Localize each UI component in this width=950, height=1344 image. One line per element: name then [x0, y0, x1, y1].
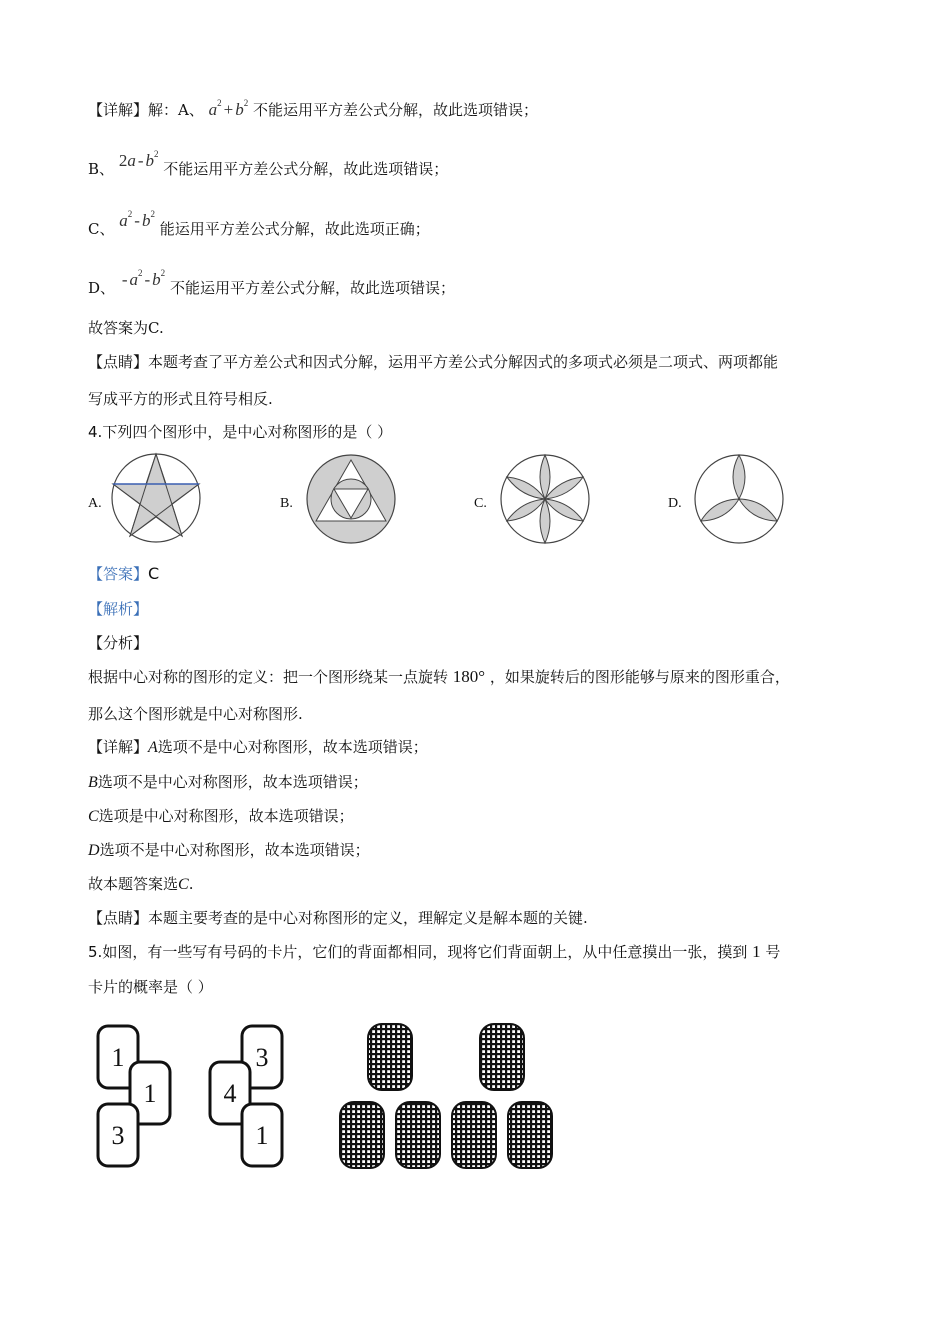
figure-c-six-petals	[498, 452, 592, 546]
q4-detail-a: 【详解】A选项不是中心对称图形，故本选项错误；	[88, 738, 428, 756]
card-back	[480, 1024, 524, 1090]
card-figure	[90, 1018, 560, 1174]
card-group-1	[98, 1026, 170, 1166]
q5-stem-line-2: 卡片的概率是（ ）	[88, 978, 213, 996]
card-group-2	[210, 1026, 282, 1166]
q4-conclusion: 故本题答案选C.	[88, 875, 194, 893]
detail-line-c: C、 $a^2 - b^2$ 能运用平方差公式分解，故此选项正确；	[88, 209, 430, 238]
comment-line-2: 写成平方的形式且符号相反.	[88, 390, 273, 408]
detail-line-a: 【详解】解：A、 $a^2 + b^2$ 不能运用平方差公式分解，故此选项错误；	[88, 98, 539, 119]
q4-analysis-line-2: 那么这个图形就是中心对称图形.	[88, 705, 303, 723]
card-number: 4	[223, 1079, 237, 1108]
math-a2-minus-b2: $a^2 - b^2$	[119, 209, 155, 230]
detail-line-b: B、 $2a - b^2$ 不能运用平方差公式分解，故此选项错误；	[88, 149, 449, 178]
q5-stem-line-1: 5.如图，有一些写有号码的卡片，它们的背面都相同，现将它们背面朝上，从中任意摸出一张，摸到 1 号	[88, 942, 781, 961]
q4-detail-c: C选项是中心对称图形，故本选项错误；	[88, 807, 354, 825]
card-back	[340, 1102, 384, 1168]
card-back	[396, 1102, 440, 1168]
figure-b-circle-triangle	[304, 452, 398, 546]
card-back	[452, 1102, 496, 1168]
q4-detail-b: B选项不是中心对称图形，故本选项错误；	[88, 773, 368, 791]
card-number: 1	[255, 1121, 269, 1150]
figure-d-three-petals	[692, 452, 786, 546]
q4-comment: 【点睛】本题主要考查的是中心对称图形的定义，理解定义是解本题的关键.	[88, 909, 588, 927]
option-b-label: B.	[280, 496, 293, 511]
math-2a-minus-b2: $2a - b^2$	[118, 149, 159, 170]
card-number: 3	[111, 1121, 125, 1150]
math-neg-a2-minus-b2: - $a^2 - b^2$	[121, 268, 166, 289]
q4-stem: 4.下列四个图形中，是中心对称图形的是（ ）	[88, 423, 393, 441]
q4-answer: 【答案】C	[88, 564, 160, 583]
q4-analysis-line-1: 根据中心对称的图形的定义：把一个图形绕某一点旋转 180° ，如果旋转后的图形能够与原来的图形重合，	[88, 667, 790, 686]
detail-line-d: D、 - $a^2 - b^2$ 不能运用平方差公式分解，故此选项错误；	[88, 268, 455, 297]
card-number: 1	[111, 1043, 125, 1072]
figure-a-pentagram	[108, 452, 204, 544]
comment-line-1: 【点睛】本题考查了平方差公式和因式分解，运用平方差公式分解因式的多项式必须是二项式、两项都能	[88, 353, 779, 371]
card-back	[508, 1102, 552, 1168]
answer-line: 故答案为C.	[88, 319, 164, 337]
card-number: 1	[143, 1079, 157, 1108]
q4-analysis-tag: 【解析】	[88, 600, 149, 618]
option-d-label: D.	[668, 496, 682, 511]
card-back	[368, 1024, 412, 1090]
option-c-label: C.	[474, 496, 487, 511]
q4-detail-d: D选项不是中心对称图形，故本选项错误；	[88, 841, 370, 859]
rotation-degree: 180°	[452, 667, 486, 686]
math-a2-plus-b2: $a^2 + b^2$	[208, 98, 249, 119]
face-down-cards	[340, 1024, 552, 1168]
card-number: 3	[255, 1043, 269, 1072]
option-a-label: A.	[88, 496, 102, 511]
q4-analysis-head: 【分析】	[88, 634, 149, 652]
